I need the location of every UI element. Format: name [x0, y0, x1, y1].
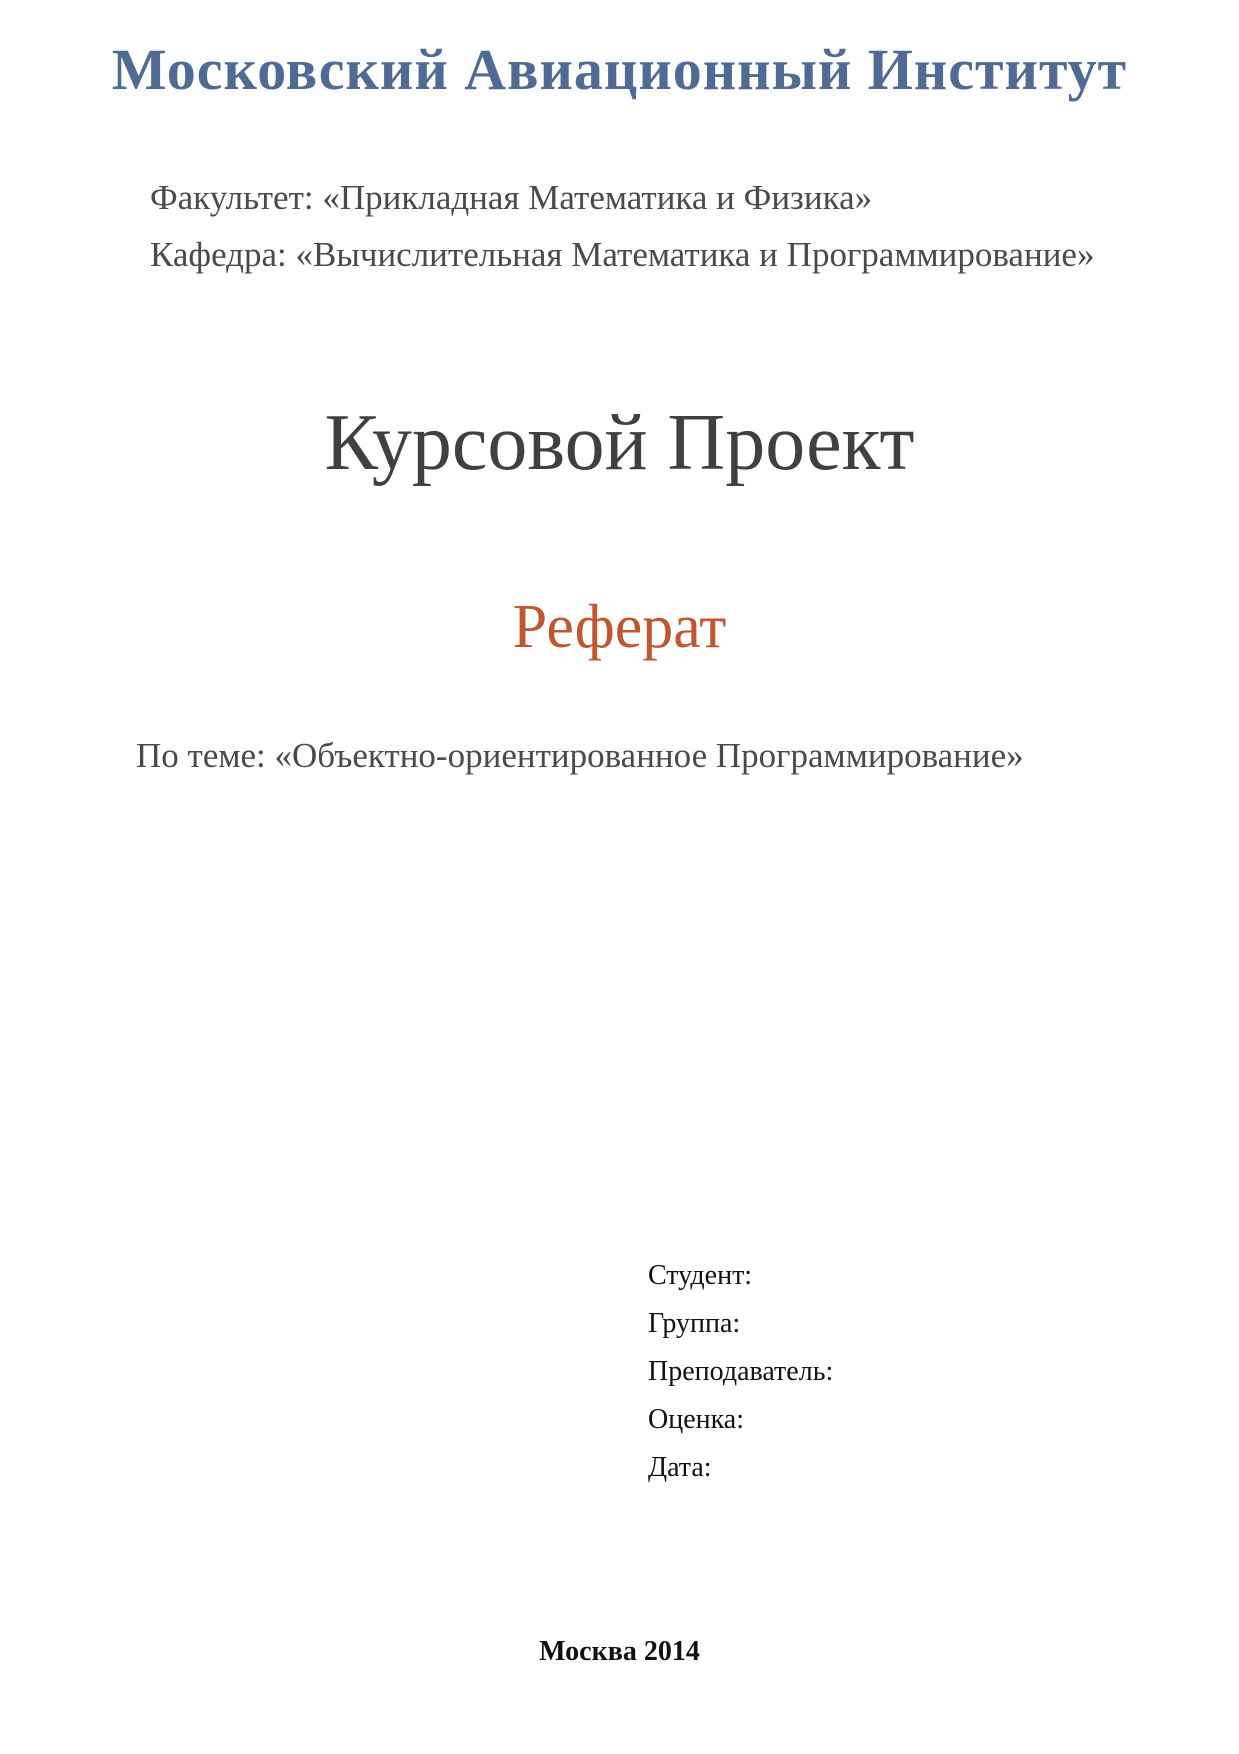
student-field: Студент: [648, 1260, 753, 1291]
footer-city-year: Москва 2014 [539, 1636, 700, 1667]
department-line: Кафедра: «Вычислительная Математика и Программирование» [150, 235, 1095, 274]
institute-name: Московский Авиационный Институт [111, 37, 1128, 102]
main-title: Курсовой Проект [324, 399, 915, 487]
topic-line: По теме: «Объектно-ориентированное Программирование» [136, 736, 1024, 775]
date-field: Дата: [648, 1452, 712, 1483]
faculty-line: Факультет: «Прикладная Математика и Физика» [150, 178, 873, 217]
document-type: Реферат [512, 593, 727, 661]
teacher-field: Преподаватель: [648, 1356, 834, 1387]
grade-field: Оценка: [648, 1404, 745, 1435]
group-field: Группа: [648, 1308, 741, 1339]
info-fields [648, 1252, 833, 1492]
